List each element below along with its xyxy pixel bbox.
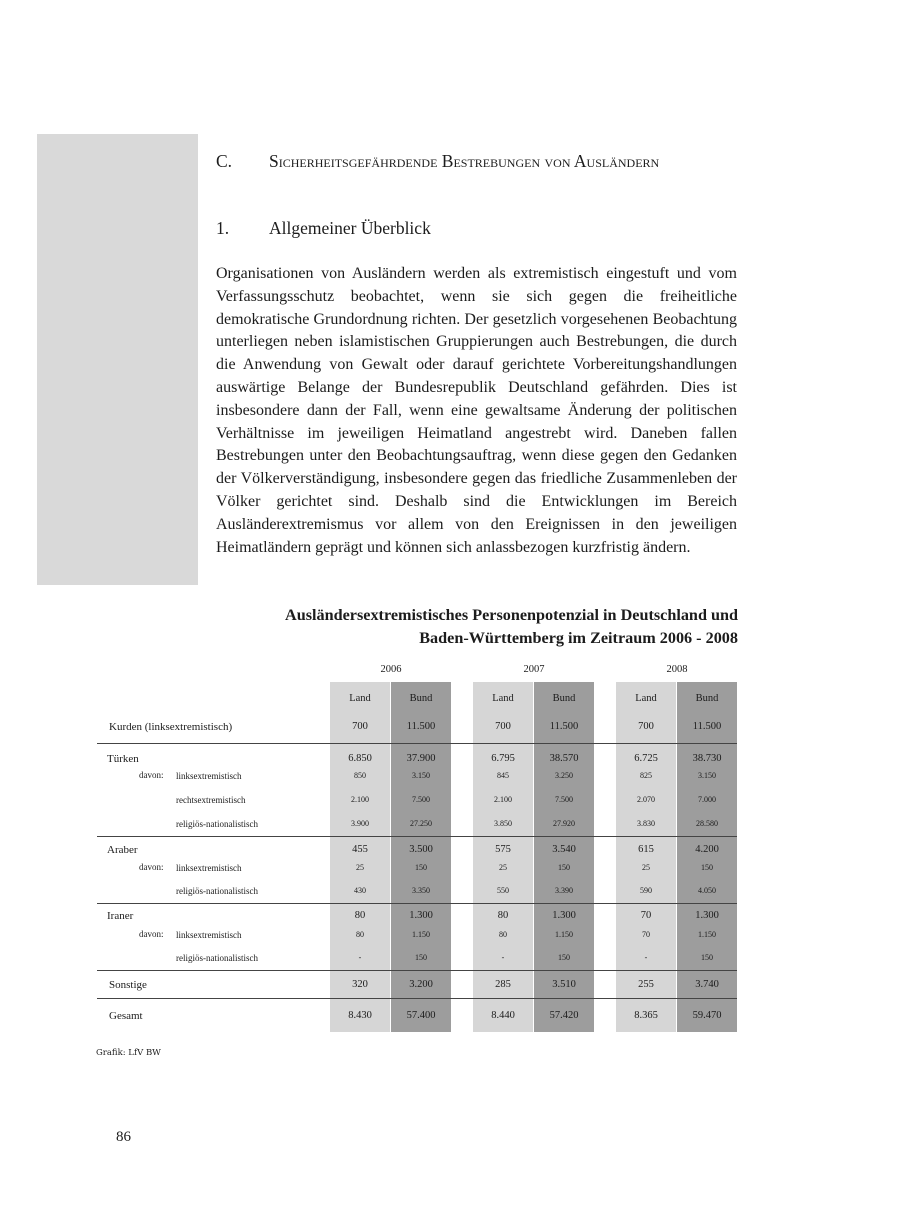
table-cell: - [501, 953, 505, 962]
table-cell: 3.510 [552, 979, 576, 990]
row-sublabel: religiös-nationalistisch [176, 886, 258, 896]
row-divider [97, 998, 737, 999]
table-cell: 285 [495, 979, 511, 990]
table-cell: 80 [354, 910, 366, 921]
table-cell: 38.730 [692, 753, 722, 764]
table-cell: 57.400 [406, 1010, 436, 1021]
year-header: 2008 [666, 664, 688, 675]
row-sublabel: linksextremistisch [176, 930, 242, 940]
table-cell: 700 [352, 721, 368, 732]
table-cell: 57.420 [549, 1010, 579, 1021]
table-cell: 27.920 [553, 819, 575, 828]
table-cell: 3.850 [494, 819, 512, 828]
row-label: Araber [107, 844, 138, 856]
table-cell: 80 [356, 930, 364, 939]
table-cell: 8.365 [634, 1010, 658, 1021]
table-cell: 3.150 [698, 771, 716, 780]
table-cell: 3.900 [351, 819, 369, 828]
row-sublabel: religiös-nationalistisch [176, 953, 258, 963]
table-cell: 320 [352, 979, 368, 990]
table-cell: 80 [499, 930, 507, 939]
table-cell: 700 [495, 721, 511, 732]
table-title-line-2: Baden-Württemberg im Zeitraum 2006 - 2008 [419, 629, 738, 647]
table-cell: 3.540 [552, 844, 576, 855]
table-cell: 3.250 [555, 771, 573, 780]
table-cell: 3.350 [412, 886, 430, 895]
table-cell: 3.500 [409, 844, 433, 855]
table-cell: 430 [354, 886, 366, 895]
column-header-bund: Bund [695, 693, 719, 704]
row-divider [97, 903, 737, 904]
table-cell: 1.300 [552, 910, 576, 921]
table-cell: 6.850 [348, 753, 372, 764]
row-sublabel: religiös-nationalistisch [176, 819, 258, 829]
table-cell: 38.570 [549, 753, 579, 764]
table-cell: 1.150 [412, 930, 430, 939]
table-cell: 1.150 [698, 930, 716, 939]
table-cell: 25 [499, 863, 507, 872]
row-label: Iraner [107, 910, 134, 922]
row-label: Gesamt [109, 1010, 143, 1022]
table-cell: - [644, 953, 648, 962]
table-cell: 25 [642, 863, 650, 872]
table-cell: 7.000 [698, 795, 716, 804]
table-cell: 2.100 [494, 795, 512, 804]
table-cell: 150 [415, 863, 427, 872]
column-header-bund: Bund [552, 693, 576, 704]
table-cell: 150 [415, 953, 427, 962]
table-cell: 4.200 [695, 844, 719, 855]
table-cell: 550 [497, 886, 509, 895]
table-cell: 2.100 [351, 795, 369, 804]
column-header-land: Land [635, 693, 657, 704]
page-number: 86 [116, 1129, 131, 1145]
table-cell: 1.300 [409, 910, 433, 921]
table-cell: 1.300 [695, 910, 719, 921]
row-sublabel: rechtsextremistisch [176, 795, 246, 805]
table-cell: 850 [354, 771, 366, 780]
table-cell: 3.150 [412, 771, 430, 780]
section-letter: C. [216, 151, 233, 171]
table-cell: - [358, 953, 362, 962]
year-header: 2006 [380, 664, 402, 675]
row-label: Kurden (linksextremistisch) [109, 721, 233, 733]
table-cell: 70 [642, 930, 650, 939]
column-header-bund: Bund [409, 693, 433, 704]
table-cell: 3.200 [409, 979, 433, 990]
davon-label: davon: [139, 862, 164, 872]
table-cell: 845 [497, 771, 509, 780]
row-label: Sonstige [109, 979, 147, 991]
row-sublabel: linksextremistisch [176, 771, 242, 781]
table-cell: 6.725 [634, 753, 658, 764]
table-cell: 7.500 [412, 795, 430, 804]
table-cell: 590 [640, 886, 652, 895]
table-cell: 25 [356, 863, 364, 872]
year-header: 2007 [523, 664, 545, 675]
table-cell: 7.500 [555, 795, 573, 804]
table-title-line-1: Ausländersextremistisches Personenpotenzial in Deutschland und [285, 606, 738, 624]
table-cell: 150 [558, 863, 570, 872]
row-sublabel: linksextremistisch [176, 863, 242, 873]
table-cell: 27.250 [410, 819, 432, 828]
source-note: Grafik: LfV BW [96, 1048, 161, 1058]
table-cell: 150 [558, 953, 570, 962]
table-cell: 3.830 [637, 819, 655, 828]
table-cell: 11.500 [692, 721, 722, 732]
table-cell: 8.440 [491, 1010, 515, 1021]
table-cell: 11.500 [406, 721, 436, 732]
table-cell: 59.470 [692, 1010, 722, 1021]
table-cell: 700 [638, 721, 654, 732]
row-divider [97, 836, 737, 837]
table-cell: 150 [701, 953, 713, 962]
table-cell: 3.390 [555, 886, 573, 895]
subsection-number: 1. [216, 218, 230, 238]
body-paragraph: Organisationen von Ausländern werden als extremistisch eingestuft und vom Verfassungsschutz beobachtet, wenn sie sich gegen die freiheitliche demokratische Grundordnung richten. Der gesetzlich vorgesehenen Beobachtung unterliegen neben islamistischen Gruppierungen auch Bestrebungen, die durch die Anwendung von Gewalt oder darauf gerichtete Vorbereitungshandlungen auswärtige Belange der Bundesrepublik Deutschland gefährden. Dies ist insbesondere dann der Fall, wenn eine gewaltsame Änderung der politischen Verhältnisse im jeweiligen Heimatland angestrebt wird. Daneben fallen Bestrebungen unter den Beobachtungsauftrag, wenn diese gegen den Gedanken der Völkerverständigung, insbesondere gegen das friedliche Zusammenleben der Völker gerichtet sind. Deshalb sind die Entwicklungen im Bereich Ausländerextremismus vor allem von den Ereignissen in den jeweiligen Heimatländern geprägt und können sich anlassbezogen kurzfristig ändern. [216, 265, 737, 556]
row-divider [97, 743, 737, 744]
table-cell: 255 [638, 979, 654, 990]
table-cell: 80 [497, 910, 509, 921]
davon-label: davon: [139, 770, 164, 780]
table-cell: 575 [495, 844, 511, 855]
table-cell: 825 [640, 771, 652, 780]
table-cell: 455 [352, 844, 368, 855]
row-label: Türken [107, 753, 139, 765]
table-cell: 615 [638, 844, 654, 855]
table-cell: 1.150 [555, 930, 573, 939]
table-cell: 28.580 [696, 819, 718, 828]
section-title: Sicherheitsgefährdende Bestrebungen von Ausländern [269, 151, 660, 171]
table-cell: 70 [640, 910, 652, 921]
table-cell: 6.795 [491, 753, 515, 764]
column-header-land: Land [349, 693, 371, 704]
table-cell: 2.070 [637, 795, 655, 804]
table-cell: 8.430 [348, 1010, 372, 1021]
subsection-title: Allgemeiner Überblick [269, 218, 431, 238]
table-cell: 150 [701, 863, 713, 872]
column-header-land: Land [492, 693, 514, 704]
davon-label: davon: [139, 929, 164, 939]
table-cell: 11.500 [549, 721, 579, 732]
row-divider [97, 970, 737, 971]
table-cell: 4.050 [698, 886, 716, 895]
table-cell: 3.740 [695, 979, 719, 990]
table-cell: 37.900 [406, 753, 436, 764]
